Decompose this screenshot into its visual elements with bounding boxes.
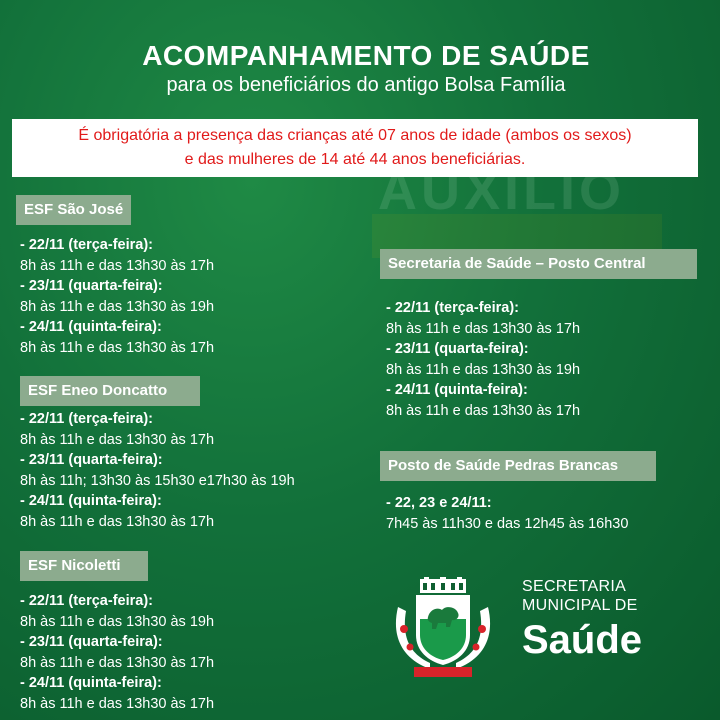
schedule-time: 8h às 11h e das 13h30 às 19h bbox=[386, 361, 581, 378]
schedule-day: - 24/11 (quinta-feira): bbox=[20, 493, 162, 509]
schedule-time: 8h às 11h e das 13h30 às 17h bbox=[20, 339, 215, 356]
schedule-time: 8h às 11h e das 13h30 às 17h bbox=[20, 257, 215, 274]
schedule-day: - 23/11 (quarta-feira): bbox=[20, 452, 163, 468]
unit-schedule-nicoletti bbox=[20, 591, 214, 714]
schedule-day: - 23/11 (quarta-feira): bbox=[20, 278, 163, 294]
notice-line-1: É obrigatória a presença das crianças até 07 anos de idade (ambos os sexos) bbox=[78, 127, 632, 144]
logo-line-2: MUNICIPAL DE bbox=[522, 597, 638, 614]
schedule-day: - 22, 23 e 24/11: bbox=[386, 495, 492, 511]
schedule-time: 8h às 11h e das 13h30 às 19h bbox=[20, 298, 215, 315]
schedule-day: - 23/11 (quarta-feira): bbox=[20, 634, 163, 650]
schedule-time: 8h às 11h e das 13h30 às 17h bbox=[20, 431, 215, 448]
schedule-day: - 22/11 (terça-feira): bbox=[386, 300, 519, 316]
schedule-day: - 22/11 (terça-feira): bbox=[20, 411, 153, 427]
schedule-time: 8h às 11h e das 13h30 às 17h bbox=[386, 402, 581, 419]
schedule-day: - 23/11 (quarta-feira): bbox=[386, 341, 529, 357]
municipal-coat-of-arms-icon bbox=[390, 577, 496, 681]
unit-heading-nicoletti: ESF Nicoletti bbox=[20, 551, 148, 581]
logo-line-1: SECRETARIA bbox=[522, 578, 627, 595]
notice-line-2: e das mulheres de 14 até 44 anos beneficiárias. bbox=[184, 151, 526, 168]
unit-schedule-eneo-doncatto bbox=[20, 409, 295, 532]
schedule-day: - 24/11 (quinta-feira): bbox=[20, 319, 162, 335]
unit-heading-pedras-brancas: Posto de Saúde Pedras Brancas bbox=[380, 451, 656, 481]
watermark-text: AUXÍLIO bbox=[378, 161, 626, 221]
schedule-time: 8h às 11h e das 13h30 às 17h bbox=[20, 695, 215, 712]
schedule-day: - 24/11 (quinta-feira): bbox=[20, 675, 162, 691]
schedule-time: 8h às 11h; 13h30 às 15h30 e17h30 às 19h bbox=[20, 472, 295, 489]
page-title: ACOMPANHAMENTO DE SAÚDE bbox=[142, 40, 590, 71]
schedule-time: 8h às 11h e das 13h30 às 17h bbox=[20, 513, 215, 530]
logo-line-3: Saúde bbox=[522, 618, 643, 662]
schedule-day: - 22/11 (terça-feira): bbox=[20, 593, 153, 609]
unit-heading-posto-central: Secretaria de Saúde – Posto Central bbox=[380, 249, 697, 279]
schedule-time: 8h às 11h e das 13h30 às 17h bbox=[386, 320, 581, 337]
schedule-day: - 24/11 (quinta-feira): bbox=[386, 382, 528, 398]
unit-schedule-pedras-brancas bbox=[386, 493, 628, 534]
unit-heading-sao-jose: ESF São José bbox=[16, 195, 131, 225]
schedule-day: - 22/11 (terça-feira): bbox=[20, 237, 153, 253]
schedule-time: 7h45 às 11h30 e das 12h45 às 16h30 bbox=[386, 515, 629, 532]
secretaria-logo-text bbox=[522, 577, 642, 663]
page-subtitle: para os beneficiários do antigo Bolsa Família bbox=[166, 74, 566, 96]
schedule-time: 8h às 11h e das 13h30 às 17h bbox=[20, 654, 215, 671]
schedule-time: 8h às 11h e das 13h30 às 19h bbox=[20, 613, 215, 630]
unit-schedule-posto-central bbox=[386, 298, 580, 421]
unit-heading-eneo-doncatto: ESF Eneo Doncatto bbox=[20, 376, 200, 406]
unit-schedule-sao-jose bbox=[20, 235, 214, 358]
notice-box bbox=[12, 119, 698, 177]
